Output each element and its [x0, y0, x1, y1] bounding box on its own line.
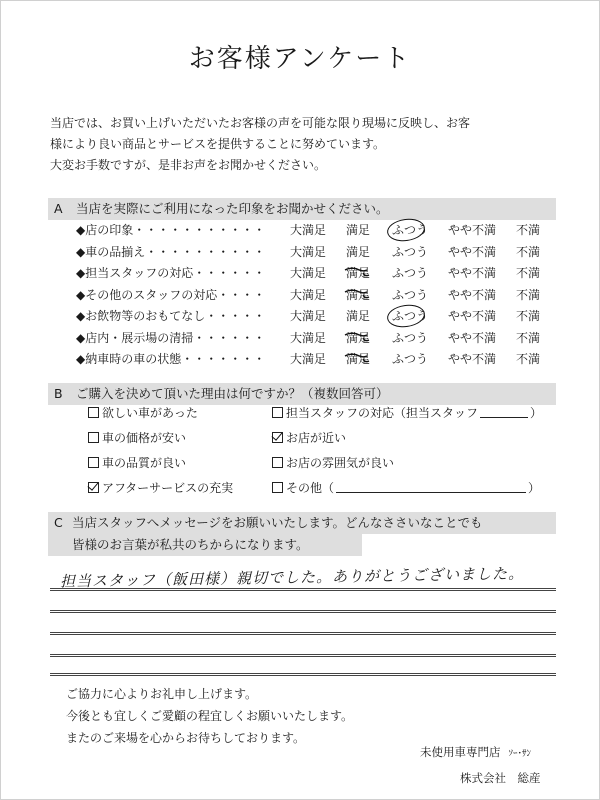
- rating-option[interactable]: [346, 220, 370, 242]
- reason-label: お店が近い: [286, 431, 347, 445]
- rating-option[interactable]: [516, 220, 540, 242]
- intro-line: 様により良い商品とサービスを提供することに努めています。: [50, 137, 386, 151]
- section-c-text: 当店スタッフへメッセージをお願いいたします。どんなささいなことでも: [72, 515, 483, 530]
- reason-label: 車の品質が良い: [102, 456, 187, 470]
- checkbox[interactable]: [88, 432, 99, 443]
- shop-line: [420, 740, 541, 766]
- rating-option[interactable]: [346, 328, 370, 350]
- rating-option-label: 不満: [516, 244, 541, 259]
- rating-option[interactable]: [346, 349, 370, 371]
- page-title: お客様アンケート: [188, 44, 412, 74]
- closing-line: ご協力に心よりお礼申し上げます。: [66, 687, 258, 701]
- section-c-line: 皆様のお言葉が私共のちからになります。: [48, 534, 362, 556]
- rating-option[interactable]: [392, 263, 428, 285]
- rating-list: [76, 220, 576, 371]
- circle-mark: [386, 216, 427, 243]
- other-reason-blank[interactable]: [336, 482, 526, 493]
- section-b-letter: B: [54, 386, 63, 401]
- staff-name-blank[interactable]: [480, 407, 528, 418]
- rating-option-label: 大満足: [290, 287, 327, 302]
- rating-question: ◆納車時の車の状態・・・・・・・: [76, 352, 266, 366]
- section-b-title: ご購入を決めて頂いた理由は何ですか？（複数回答可）: [75, 386, 389, 401]
- intro-line: 当店では、お買い上げいただいたお客様の声を可能な限り現場に反映し、お客: [50, 116, 471, 130]
- rating-option-label: 不満: [516, 266, 541, 280]
- rating-option[interactable]: [346, 242, 370, 264]
- rating-option-label: 大満足: [290, 266, 327, 280]
- rating-option-label: 不満: [516, 309, 541, 323]
- rating-option[interactable]: [448, 242, 496, 264]
- rating-option-label: やや不満: [448, 287, 497, 302]
- rating-option[interactable]: [448, 328, 496, 350]
- rating-option-label: ふつう: [392, 287, 429, 302]
- rating-option-label: 大満足: [290, 309, 327, 323]
- rating-option-label: ふつう: [392, 352, 429, 366]
- ruled-line: [50, 673, 556, 676]
- ruled-line: [50, 632, 556, 635]
- rating-option-label: 満足: [346, 330, 371, 345]
- reason-label: アフターサービスの充実: [102, 481, 234, 495]
- rating-option-label: ふつう: [392, 309, 429, 323]
- shop-company: 株式会社 総産: [460, 771, 541, 785]
- intro-line: 大変お手数ですが、是非お声をお聞かせください。: [50, 158, 327, 172]
- rating-option[interactable]: [392, 349, 428, 371]
- rating-option[interactable]: [448, 263, 496, 285]
- rating-option[interactable]: [448, 306, 496, 328]
- rating-option-label: やや不満: [448, 266, 497, 280]
- rating-question: ◆お飲物等のおもてなし・・・・・: [76, 309, 266, 323]
- checkbox[interactable]: [272, 407, 283, 418]
- rating-option[interactable]: [516, 263, 540, 285]
- circle-mark: [386, 302, 427, 329]
- reason-label: お店の雰囲気が良い: [286, 456, 395, 470]
- reason-item[interactable]: [272, 454, 394, 471]
- rating-option-label: やや不満: [448, 330, 497, 345]
- rating-option-label: ふつう: [392, 330, 429, 345]
- rating-option-label: ふつう: [392, 244, 429, 259]
- rating-option-label: やや不満: [448, 309, 497, 323]
- checkbox[interactable]: [272, 482, 283, 493]
- rating-option-label: 満足: [346, 309, 371, 323]
- rating-option[interactable]: [290, 328, 326, 350]
- ruled-line: [50, 654, 556, 657]
- section-c-header: [48, 512, 556, 556]
- rating-option[interactable]: [516, 306, 540, 328]
- section-a-header: [48, 198, 556, 220]
- reason-label: 担当スタッフの対応（担当スタッフ: [286, 406, 479, 420]
- rating-option[interactable]: [392, 285, 428, 307]
- rating-option[interactable]: [516, 328, 540, 350]
- closing-line: 今後とも宜しくご愛顧の程宜しくお願いいたします。: [66, 709, 354, 723]
- reason-label: 欲しい車があった: [102, 406, 198, 420]
- rating-option[interactable]: [290, 306, 326, 328]
- rating-row: [76, 285, 576, 307]
- checkbox[interactable]: [272, 432, 283, 443]
- reason-item[interactable]: [88, 404, 198, 421]
- rating-option-label: 満足: [346, 287, 371, 302]
- rating-question: ◆店内・展示場の清掃・・・・・・: [76, 330, 266, 345]
- rating-option-label: 大満足: [290, 352, 327, 366]
- rating-question: ◆車の品揃え・・・・・・・・・・: [76, 244, 266, 259]
- rating-question: ◆担当スタッフの対応・・・・・・: [76, 266, 266, 280]
- reason-item[interactable]: [272, 479, 540, 496]
- shop-signature: [420, 740, 541, 790]
- rating-option-label: やや不満: [448, 223, 497, 237]
- rating-option-label: ふつう: [392, 223, 429, 237]
- rating-option[interactable]: [516, 349, 540, 371]
- checkbox[interactable]: [88, 482, 99, 493]
- handwritten-message: 担当スタッフ（飯田様）親切でした。ありがとうございました。: [59, 564, 525, 591]
- rating-row: [76, 263, 576, 285]
- rating-option[interactable]: [346, 285, 370, 307]
- section-b-header: [48, 383, 556, 405]
- rating-option[interactable]: [346, 263, 370, 285]
- rating-option-label: 不満: [516, 287, 541, 302]
- rating-option-label: 大満足: [290, 223, 327, 237]
- rating-option-label: 満足: [346, 244, 371, 259]
- closing-text: [66, 683, 353, 749]
- rating-row: [76, 306, 576, 328]
- rating-option-label: やや不満: [448, 352, 497, 366]
- rating-option-label: 満足: [346, 223, 371, 237]
- rating-option[interactable]: [392, 328, 428, 350]
- reason-item[interactable]: [272, 429, 346, 446]
- rating-option[interactable]: [516, 285, 540, 307]
- rating-row: [76, 349, 576, 371]
- rating-option-label: 満足: [346, 266, 371, 280]
- section-a-letter: A: [54, 201, 63, 216]
- reason-suffix: ）: [530, 406, 543, 420]
- ruled-line: [50, 610, 556, 613]
- intro-text: [50, 113, 570, 176]
- rating-option-label: やや不満: [448, 244, 497, 259]
- rating-option[interactable]: [448, 285, 496, 307]
- rating-option[interactable]: [392, 306, 428, 328]
- reason-label: 車の価格が安い: [102, 431, 187, 445]
- section-c-line: [48, 512, 556, 534]
- checkbox[interactable]: [272, 457, 283, 468]
- rating-option[interactable]: [448, 349, 496, 371]
- rating-option[interactable]: [392, 242, 428, 264]
- check-mark-icon: [343, 288, 371, 302]
- rating-row: [76, 220, 576, 242]
- rating-option-label: 不満: [516, 352, 541, 366]
- rating-option[interactable]: [448, 220, 496, 242]
- rating-option[interactable]: [346, 306, 370, 328]
- rating-option-label: 不満: [516, 330, 541, 345]
- section-a-title: 当店を実際にご利用になった印象をお聞かせください。: [75, 201, 389, 216]
- reason-item[interactable]: [88, 429, 186, 446]
- check-mark-icon: [343, 352, 371, 366]
- reason-suffix: ）: [528, 481, 541, 495]
- rating-option-label: ふつう: [392, 266, 429, 280]
- check-mark-icon: [343, 266, 371, 280]
- closing-line: またのご来場を心からお待ちしております。: [66, 731, 306, 745]
- rating-row: [76, 328, 576, 350]
- rating-option[interactable]: [516, 242, 540, 264]
- rating-option[interactable]: [290, 285, 326, 307]
- rating-option-label: 大満足: [290, 244, 327, 259]
- checkbox[interactable]: [88, 457, 99, 468]
- reason-label: その他（: [286, 481, 335, 495]
- shop-brand: ｿｰ･ｻﾝ: [508, 749, 532, 759]
- checkbox[interactable]: [88, 407, 99, 418]
- shop-type: 未使用車専門店: [420, 745, 501, 759]
- rating-option[interactable]: [290, 349, 326, 371]
- rating-option[interactable]: [290, 263, 326, 285]
- rating-option-label: 満足: [346, 352, 371, 366]
- rating-option[interactable]: [290, 220, 326, 242]
- rating-question: ◆店の印象・・・・・・・・・・・: [76, 223, 266, 237]
- rating-row: [76, 242, 576, 264]
- reason-item[interactable]: [88, 479, 233, 496]
- section-c-letter: C: [54, 515, 63, 530]
- check-mark-icon: [343, 331, 371, 345]
- rating-option-label: 不満: [516, 223, 541, 237]
- rating-question: ◆その他のスタッフの対応・・・・: [76, 287, 266, 302]
- reason-item[interactable]: [88, 454, 186, 471]
- rating-option[interactable]: [392, 220, 428, 242]
- rating-option[interactable]: [290, 242, 326, 264]
- rating-option-label: 大満足: [290, 330, 327, 345]
- reason-item[interactable]: [272, 404, 542, 421]
